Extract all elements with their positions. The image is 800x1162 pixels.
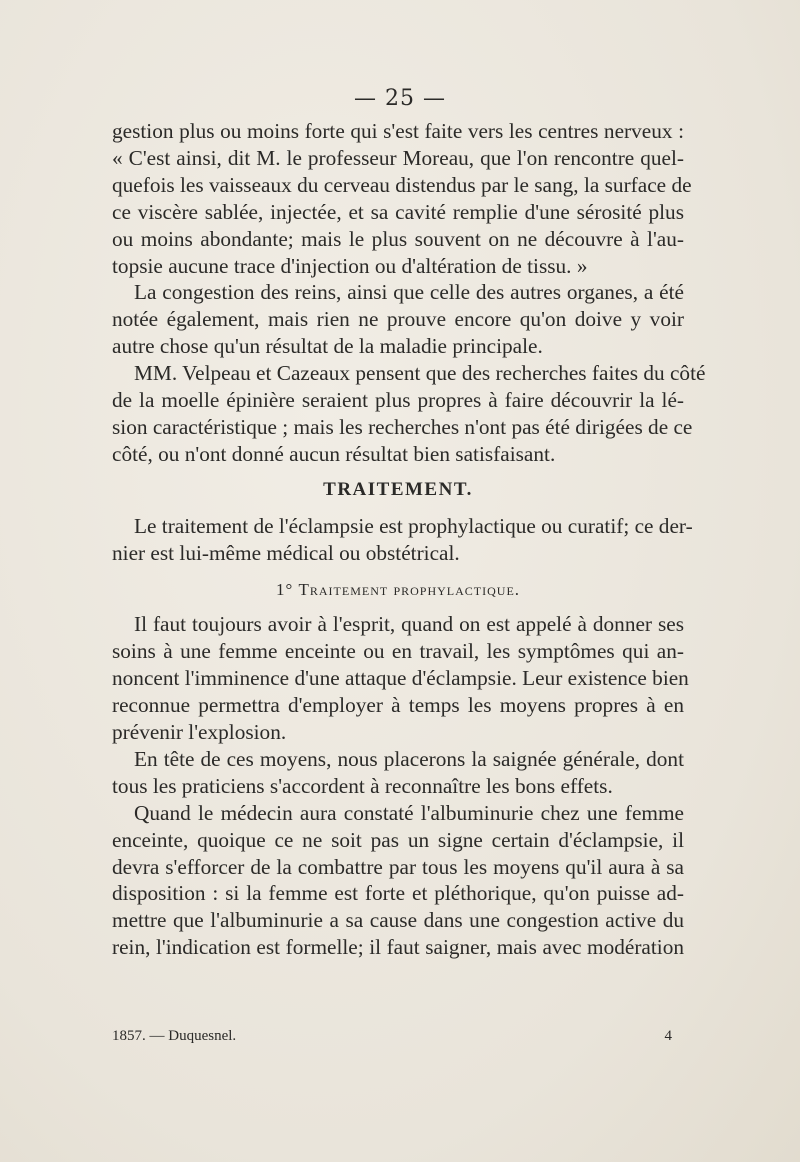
text-line: Il faut toujours avoir à l'esprit, quand on est appelé à donner ses xyxy=(134,612,684,637)
sheet-number: 4 xyxy=(664,1028,672,1044)
text-line: En tête de ces moyens, nous placerons la saignée générale, dont xyxy=(134,746,684,771)
text-line: Quand le médecin aura constaté l'albuminurie chez une femme xyxy=(134,800,684,825)
text-line: sion caractéristique ; mais les recherches n'ont pas été dirigées de ce xyxy=(112,414,693,439)
text-line: tous les praticiens s'accordent à reconnaître les bons effets. xyxy=(112,773,613,798)
subsection-heading xyxy=(112,577,684,604)
text-line: ce viscère sablée, injectée, et sa cavité remplie d'une sérosité plus xyxy=(112,199,684,224)
text-line: prévenir l'explosion. xyxy=(112,720,287,745)
text-line: de la moelle épinière seraient plus propres à faire découvrir la lé- xyxy=(112,388,684,413)
text-line: noncent l'imminence d'une attaque d'éclampsie. Leur existence bien xyxy=(112,666,689,691)
text-line: Le traitement de l'éclampsie est prophylactique ou curatif; ce der- xyxy=(134,513,693,538)
subsection-title: Traitement prophylactique. xyxy=(298,579,521,599)
text-line: quefois les vaisseaux du cerveau distendus par le sang, la surface de xyxy=(112,172,692,197)
text-line: MM. Velpeau et Cazeaux pensent que des recherches faites du côté xyxy=(134,361,706,386)
text-line: enceinte, quoique ce ne soit pas un signe certain d'éclampsie, il xyxy=(112,827,684,852)
printer-signature: 1857. — Duquesnel. xyxy=(112,1028,237,1044)
text-line: disposition : si la femme est forte et pléthorique, qu'on puisse ad- xyxy=(112,881,684,906)
text-line: nier est lui-même médical ou obstétrical. xyxy=(112,540,460,565)
text-line: « C'est ainsi, dit M. le professeur Moreau, que l'on rencontre quel- xyxy=(112,145,684,170)
page-number: — 25 — xyxy=(354,86,446,111)
text-line: gestion plus ou moins forte qui s'est faite vers les centres nerveux : xyxy=(112,119,684,143)
text-line: reconnue permettra d'employer à temps les moyens propres à en xyxy=(112,693,684,718)
subsection-number: 1° xyxy=(275,579,294,599)
text-line: La congestion des reins, ainsi que celle des autres organes, a été xyxy=(134,280,684,305)
text-line: mettre que l'albuminurie a sa cause dans une congestion active du xyxy=(112,908,684,933)
text-line: devra s'efforcer de la combattre par tous les moyens qu'il aura à sa xyxy=(112,854,684,879)
text-line: ou moins abondante; mais le plus souvent on ne découvre à l'au- xyxy=(112,226,684,251)
text-line: côté, ou n'ont donné aucun résultat bien satisfaisant. xyxy=(112,441,556,466)
section-heading: TRAITEMENT. xyxy=(323,478,473,500)
text-line: rein, l'indication est formelle; il faut saigner, mais avec modération xyxy=(112,935,684,960)
body-text xyxy=(112,118,706,961)
text-line: autre chose qu'un résultat de la maladie principale. xyxy=(112,334,543,359)
text-line: soins à une femme enceinte ou en travail, les symptômes qui an- xyxy=(112,639,684,664)
text-line: topsie aucune trace d'injection ou d'altération de tissu. » xyxy=(112,253,588,278)
text-line: notée également, mais rien ne prouve encore qu'on doive y voir xyxy=(112,307,684,332)
